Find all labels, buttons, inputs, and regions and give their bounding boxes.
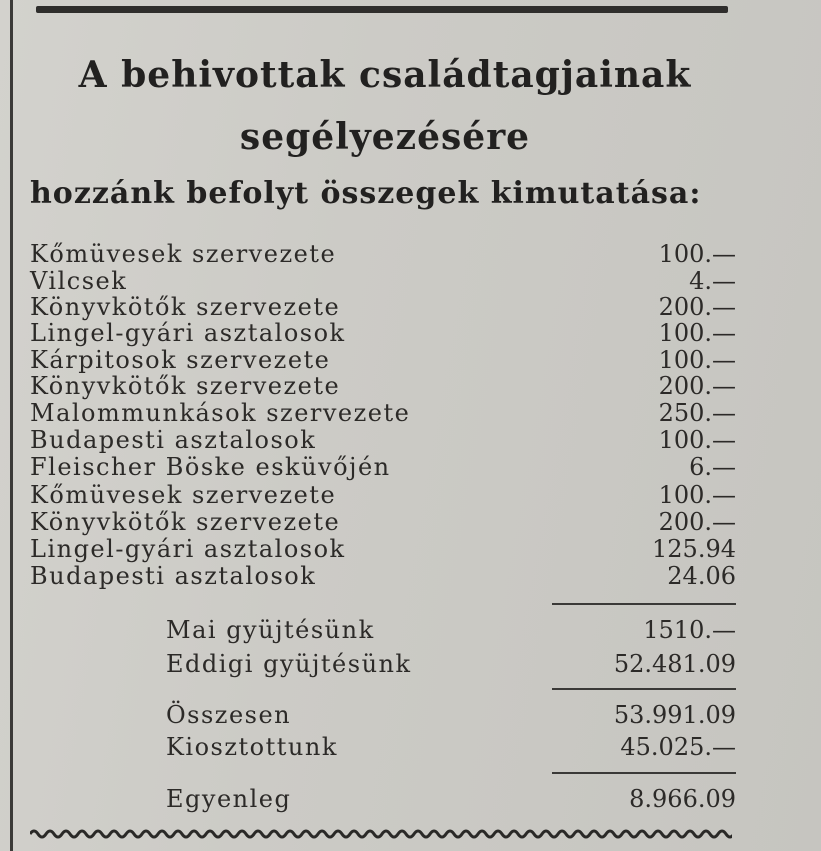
total-row-eddigi (30, 651, 736, 678)
entry-amount: 200.— (658, 293, 736, 321)
top-rule (36, 6, 728, 13)
total-amount: 53.991.09 (613, 701, 736, 729)
total-amount: 1510.— (643, 616, 736, 644)
entry-name: Könyvkötők szervezete (30, 372, 341, 400)
entry-name: Kőmüvesek szervezete (30, 240, 337, 268)
total-amount: 8.966.09 (629, 785, 736, 813)
list-item (30, 268, 736, 295)
entry-amount: 100.— (658, 319, 736, 347)
list-item (30, 400, 736, 427)
total-amount: 52.481.09 (613, 650, 736, 678)
entry-amount: 200.— (658, 508, 736, 536)
entry-name: Könyvkötők szervezete (30, 508, 341, 536)
total-label: Kiosztottunk (166, 733, 338, 761)
list-item (30, 454, 736, 481)
entry-name: Fleischer Böske esküvőjén (30, 453, 391, 481)
list-item (30, 509, 736, 536)
total-label: Eddigi gyüjtésünk (166, 650, 412, 678)
entry-amount: 100.— (658, 240, 736, 268)
entry-name: Budapesti asztalosok (30, 562, 317, 590)
entry-name: Kőmüvesek szervezete (30, 481, 337, 509)
entry-amount: 250.— (658, 399, 736, 427)
list-item (30, 563, 736, 590)
sum-rule (552, 603, 736, 605)
entry-name: Lingel-gyári asztalosok (30, 535, 346, 563)
total-row-osszesen (30, 702, 736, 729)
entry-amount: 100.— (658, 426, 736, 454)
total-label: Egyenleg (166, 785, 292, 813)
heading-line-2: segélyezésére (239, 116, 531, 158)
entry-amount: 100.— (658, 481, 736, 509)
column-border (10, 0, 13, 851)
list-item (30, 294, 736, 321)
total-amount: 45.025.— (620, 733, 736, 761)
list-item (30, 241, 736, 268)
list-item (30, 347, 736, 374)
total-label: Mai gyüjtésünk (166, 616, 375, 644)
list-item (30, 482, 736, 509)
entry-amount: 4.— (689, 267, 736, 295)
bottom-wavy-rule (30, 826, 732, 842)
entry-name: Könyvkötők szervezete (30, 293, 341, 321)
list-item (30, 427, 736, 454)
total-row-mai (30, 617, 736, 644)
entry-amount: 6.— (689, 453, 736, 481)
entry-name: Kárpitosok szervezete (30, 346, 331, 374)
entry-name: Vilcsek (30, 267, 128, 295)
entry-name: Malommunkások szervezete (30, 399, 411, 427)
total-row-egyenleg (30, 786, 736, 813)
sum-rule (552, 772, 736, 774)
list-item (30, 536, 736, 563)
sum-rule (552, 688, 736, 690)
entry-amount: 125.94 (652, 535, 736, 563)
entry-name: Budapesti asztalosok (30, 426, 317, 454)
list-item (30, 320, 736, 347)
total-label: Összesen (166, 701, 292, 729)
heading-line-1: A behivottak családtagjainak (78, 54, 692, 96)
list-item (30, 373, 736, 400)
entry-name: Lingel-gyári asztalosok (30, 319, 346, 347)
total-row-kiosztottunk (30, 734, 736, 761)
entry-amount: 24.06 (667, 562, 736, 590)
entry-amount: 100.— (658, 346, 736, 374)
entry-amount: 200.— (658, 372, 736, 400)
heading-line-3: hozzánk befolyt összegek kimutatása: (30, 176, 702, 211)
